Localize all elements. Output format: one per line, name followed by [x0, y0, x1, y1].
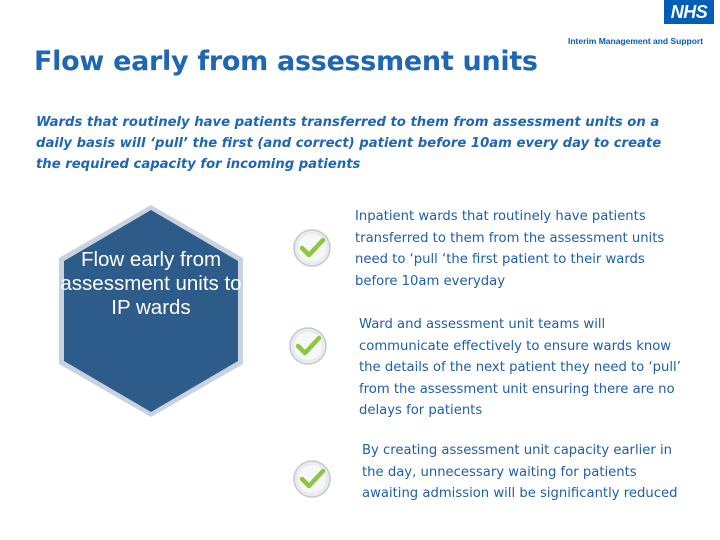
hexagon-callout [56, 202, 246, 420]
intro-paragraph: Wards that routinely have patients transferred to them from assessment units on a daily basis will ‘pull’ the first (and correct) patient before 10am every day to create the required capacity for incoming patients [36, 115, 662, 172]
nhs-logo: NHS [664, 0, 714, 24]
hexagon-label: Flow early from assessment units to IP wards [60, 248, 242, 319]
bullet-text-1: Inpatient wards that routinely have patients transferred to them from the assessment units need to ‘pull ‘the first patient to their wards before 10am everyday [355, 209, 665, 289]
page-title: Flow early from assessment units [34, 46, 538, 77]
bullet-text-2: Ward and assessment unit teams will communicate effectively to ensure wards know the details of the next patient they need to ‘pull’ from the assessment unit ensuring there are no delays for patients [359, 317, 681, 418]
checkmark-icon [292, 459, 332, 499]
organisation-name: Interim Management and Support [568, 36, 704, 46]
checkmark-icon [292, 228, 332, 268]
checkmark-icon [288, 326, 328, 366]
bullet-text-3: By creating assessment unit capacity earlier in the day, unnecessary waiting for patients awaiting admission will be significantly reduced [362, 443, 678, 501]
